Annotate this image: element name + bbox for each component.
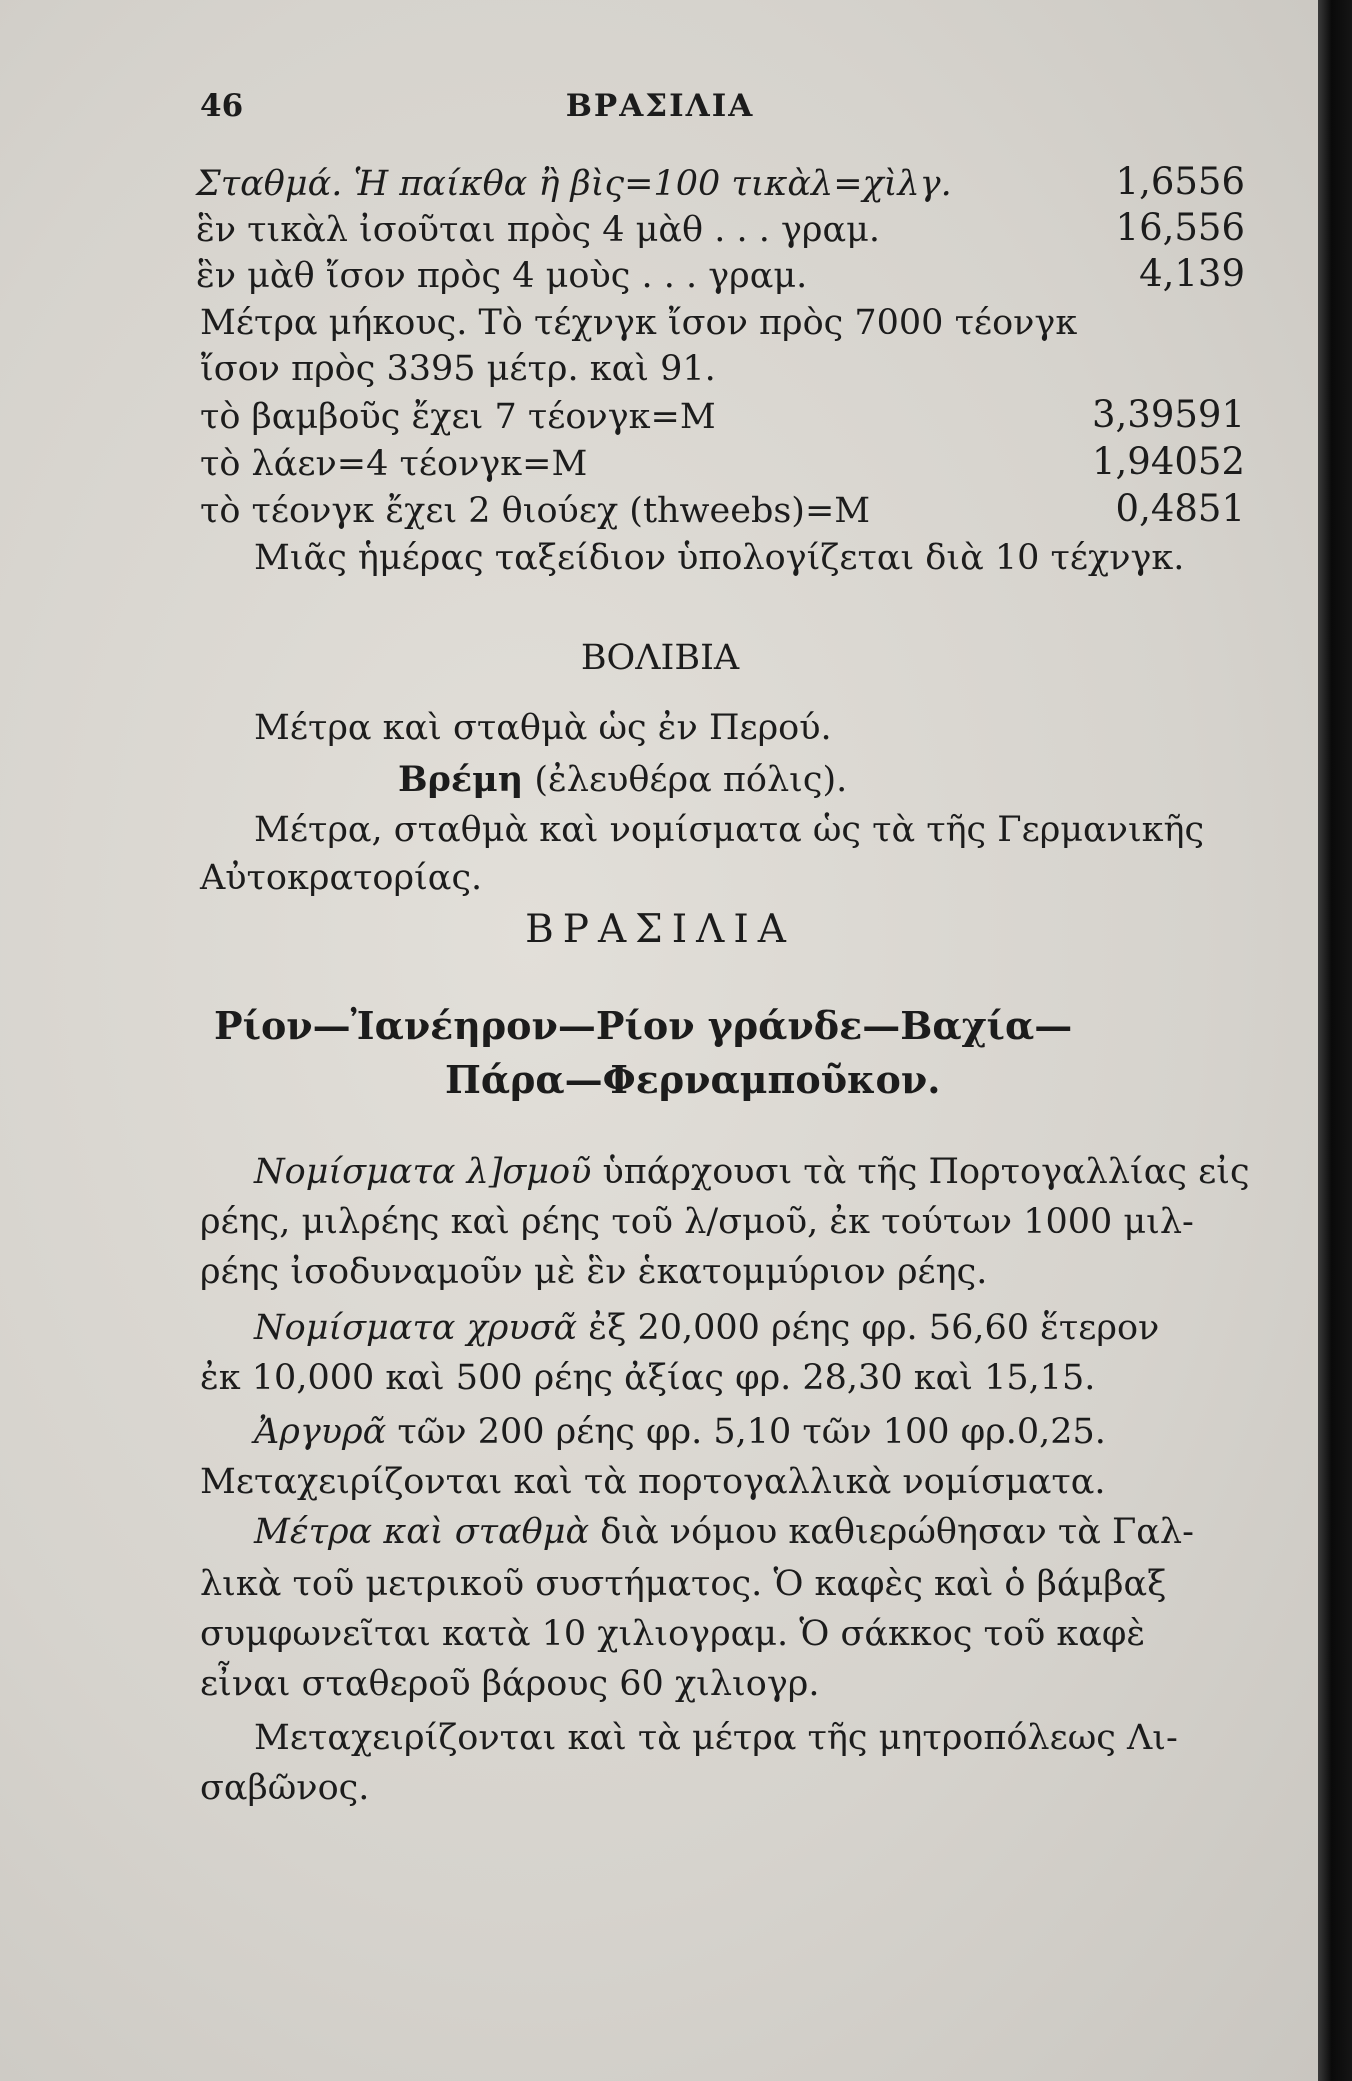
bolivia-line-3: Μέτρα, σταθμὰ καὶ νομίσματα ὡς τὰ τῆς Γερμανικῆς — [254, 810, 1205, 850]
brazil-line-13: σαβῶνος. — [200, 1768, 370, 1808]
brazil-rest-4: ἐξ 20,000 ρέης φρ. 56,60 ἕτερον — [577, 1308, 1160, 1348]
brazil-line-5: ἐκ 10,000 καὶ 500 ρέης ἀξίας φρ. 28,30 καὶ 15,15. — [200, 1358, 1096, 1398]
brazil-rest-8: διὰ νόμου καθιερώθησαν τὰ Γαλ- — [589, 1512, 1194, 1552]
brazil-heading: ΒΡΑΣΙΛΙΑ — [525, 907, 795, 952]
bremen-line — [398, 758, 847, 802]
brazil-line-10: συμφωνεῖται κατὰ 10 χιλιογραμ. Ὁ σάκκος τοῦ καφὲ — [200, 1614, 1146, 1654]
brazil-cities-line-2: Πάρα—Φερναμποῦκον. — [445, 1057, 941, 1102]
bremen-name: Βρέμη — [398, 759, 524, 800]
measure-row-1: τὸ βαμβοῦς ἔχει 7 τέονγκ=Μ — [200, 397, 716, 437]
measures-line-1: Μέτρα μήκους. Τὸ τέχνγκ ἴσον πρὸς 7000 τέονγκ — [200, 303, 1078, 343]
brazil-cities-line-1: Ρίον—Ἰανέηρον—Ρίον γράνδε—Βαχία— — [214, 1003, 1073, 1048]
page-number: 46 — [200, 88, 244, 124]
brazil-rest-6: τῶν 200 ρέης φρ. 5,10 τῶν 100 φρ.0,25. — [386, 1412, 1106, 1452]
measures-line-2: ἴσον πρὸς 3395 μέτρ. καὶ 91. — [200, 349, 716, 389]
measure-value-1: 3,39591 — [1091, 393, 1245, 436]
brazil-line-12: Μεταχειρίζονται καὶ τὰ μέτρα τῆς μητροπόλεως Λι- — [254, 1718, 1178, 1758]
weights-value-1: 1,6556 — [1115, 160, 1245, 203]
brazil-line-2: ρέης, μιλρέης καὶ ρέης τοῦ λ/σμοῦ, ἐκ τούτων 1000 μιλ- — [200, 1202, 1194, 1242]
brazil-lead-4: Νομίσματα χρυσᾶ — [254, 1308, 578, 1348]
measure-row-3: τὸ τέονγκ ἔχει 2 θιούεχ (thweebs)=Μ — [200, 491, 871, 531]
brazil-line-8 — [254, 1510, 1194, 1554]
brazil-rest-1: ὑπάρχουσι τὰ τῆς Πορτογαλλίας εἰς — [591, 1152, 1250, 1192]
brazil-lead-6: Ἀργυρᾶ — [254, 1412, 387, 1452]
running-title: ΒΡΑΣΙΛΙΑ — [565, 88, 755, 124]
brazil-line-11: εἶναι σταθεροῦ βάρους 60 χιλιογρ. — [200, 1664, 820, 1704]
measure-value-3: 0,4851 — [1115, 487, 1245, 530]
book-spine-shadow — [1318, 0, 1352, 2081]
page-header — [200, 88, 1120, 132]
bolivia-heading: ΒΟΛΙΒΙΑ — [580, 638, 740, 678]
brazil-line-7: Μεταχειρίζονται καὶ τὰ πορτογαλλικὰ νομίσματα. — [200, 1462, 1106, 1502]
measure-row-2: τὸ λάεν=4 τέονγκ=Μ — [200, 444, 588, 484]
bolivia-line-1: Μέτρα καὶ σταθμὰ ὡς ἐν Περού. — [254, 708, 832, 748]
weights-value-3: 4,139 — [1139, 252, 1245, 295]
brazil-lead-1: Νομίσματα λ]σμοῦ — [254, 1152, 592, 1192]
brazil-lead-8: Μέτρα καὶ σταθμὰ — [254, 1512, 590, 1552]
brazil-line-4 — [254, 1306, 1159, 1350]
brazil-line-6 — [254, 1410, 1106, 1454]
measure-value-2: 1,94052 — [1091, 440, 1245, 483]
brazil-line-3: ρέης ἰσοδυναμοῦν μὲ ἓν ἑκατομμύριον ρέης. — [200, 1252, 988, 1292]
weights-line-3: ἓν μὰθ ἴσον πρὸς 4 μοὺς . . . γραμ. — [196, 256, 808, 296]
weights-line-2: ἓν τικὰλ ἰσοῦται πρὸς 4 μὰθ . . . γραμ. — [196, 210, 881, 250]
weights-value-2: 16,556 — [1115, 206, 1245, 249]
brazil-line-1 — [254, 1150, 1250, 1194]
weights-line-1: Σταθμά. Ἡ παίκθα ἢ βὶς=100 τικὰλ=χὶλγ. — [196, 164, 952, 204]
bolivia-line-4: Αὐτοκρατορίας. — [200, 858, 483, 898]
brazil-line-9: λικὰ τοῦ μετρικοῦ συστήματος. Ὁ καφὲς καὶ ὁ βάμβαξ — [200, 1564, 1167, 1604]
bremen-rest: (ἐλευθέρα πόλις). — [523, 760, 848, 800]
day-journey-line: Μιᾶς ἡμέρας ταξείδιον ὑπολογίζεται διὰ 10 τέχνγκ. — [254, 538, 1185, 578]
